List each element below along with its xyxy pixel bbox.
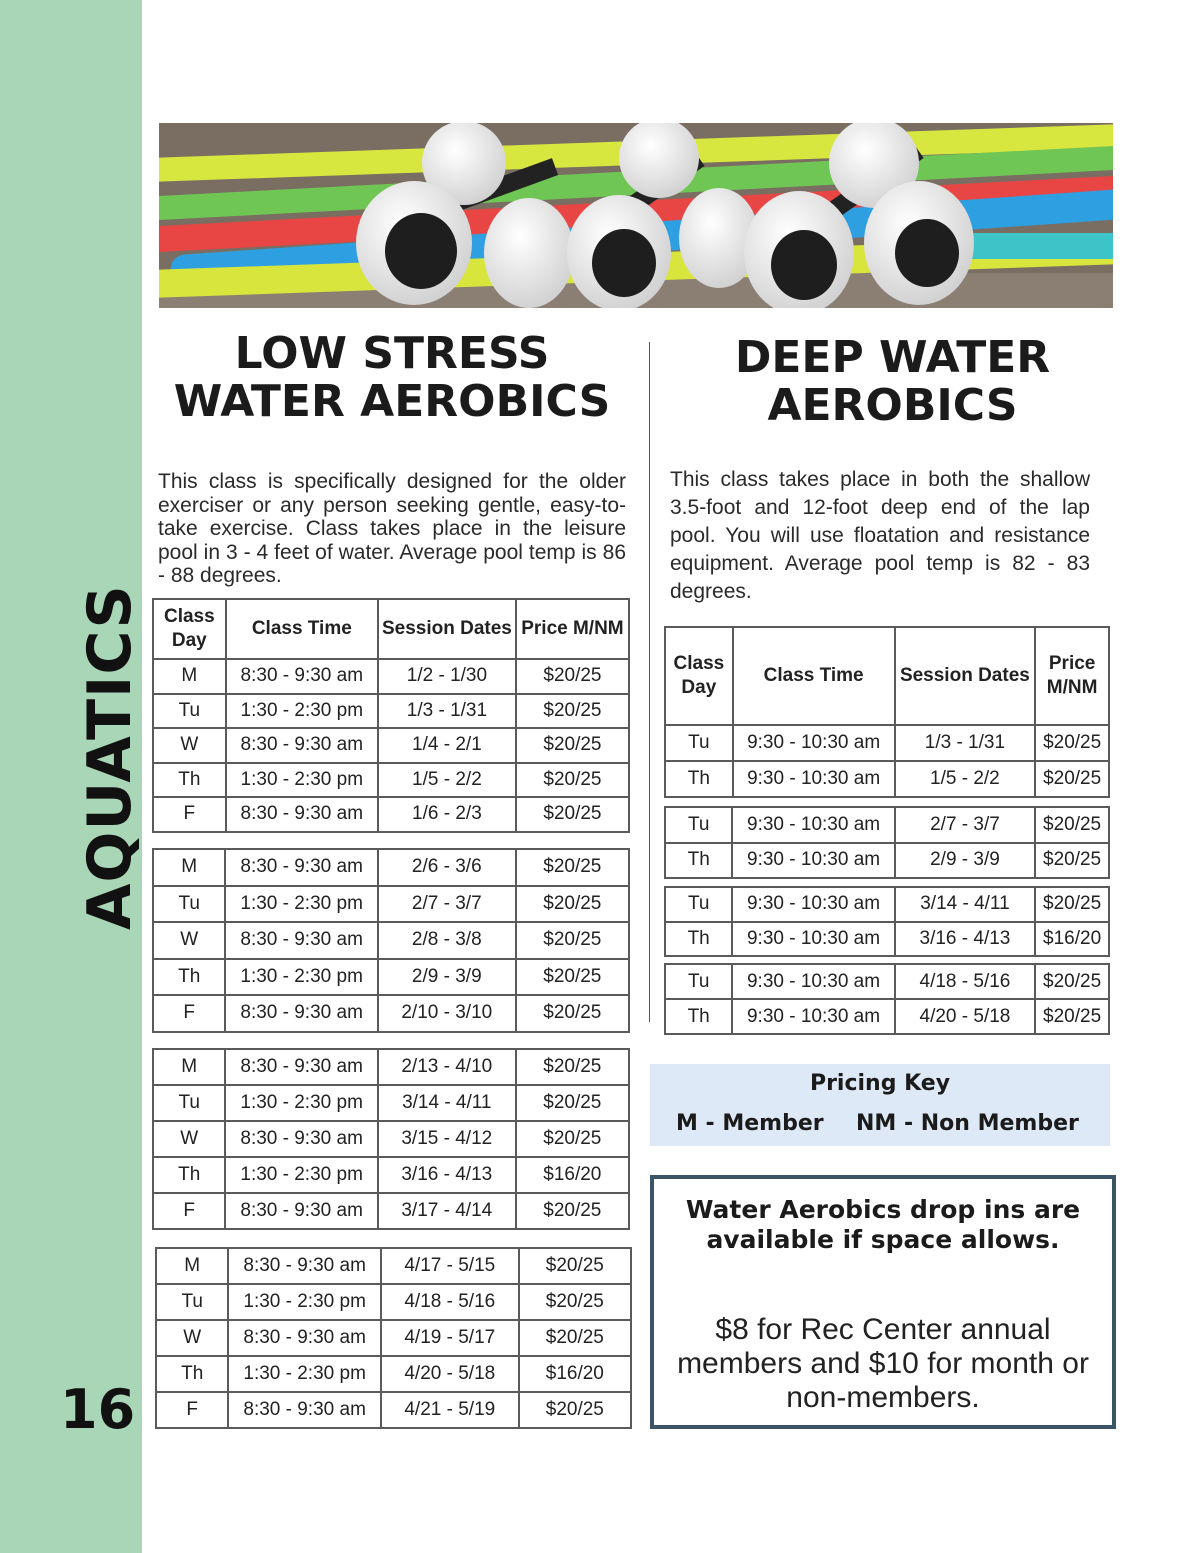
low-stress-title [152, 330, 632, 426]
cell-class-time: 8:30 - 9:30 am [225, 1049, 378, 1085]
table-row [153, 1193, 629, 1229]
cell-price: $20/25 [516, 728, 629, 763]
cell-price: $16/20 [519, 1356, 631, 1392]
cell-class-time: 9:30 - 10:30 am [732, 964, 894, 999]
table-row [665, 761, 1109, 797]
table-row [156, 1392, 631, 1428]
pricing-key [650, 1064, 1110, 1146]
header-price: Price M/NM [516, 599, 629, 659]
table-row [665, 922, 1109, 957]
cell-session-dates: 1/3 - 1/31 [895, 725, 1036, 761]
cell-session-dates: 3/16 - 4/13 [378, 1157, 516, 1193]
deep-water-table-february [664, 806, 1110, 879]
cell-class-time: 8:30 - 9:30 am [225, 995, 378, 1032]
cell-class-time: 8:30 - 9:30 am [226, 797, 378, 832]
cell-price: $20/25 [516, 1121, 629, 1157]
cell-session-dates: 3/14 - 4/11 [378, 1085, 516, 1121]
cell-class-day: W [153, 922, 225, 959]
cell-session-dates: 2/7 - 3/7 [895, 807, 1035, 843]
cell-class-day: M [153, 1049, 225, 1085]
table-row [153, 1121, 629, 1157]
cell-class-day: Tu [665, 964, 732, 999]
cell-class-day: Tu [665, 887, 732, 922]
cell-session-dates: 1/4 - 2/1 [378, 728, 516, 763]
cell-price: $20/25 [516, 922, 629, 959]
cell-class-day: Th [153, 1157, 225, 1193]
cell-session-dates: 1/5 - 2/2 [378, 763, 516, 798]
cell-class-day: Th [665, 843, 732, 879]
cell-class-day: Th [665, 999, 732, 1034]
cell-class-day: W [153, 1121, 225, 1157]
cell-class-day: F [153, 995, 225, 1032]
table-header-row [665, 627, 1109, 725]
table-row [665, 843, 1109, 879]
cell-price: $20/25 [516, 1049, 629, 1085]
table-row [153, 728, 629, 763]
table-header-row [153, 599, 629, 659]
cell-session-dates: 4/21 - 5/19 [381, 1392, 519, 1428]
table-row [153, 1085, 629, 1121]
drop-in-headline: Water Aerobics drop ins are available if space allows. [685, 1195, 1081, 1254]
cell-session-dates: 3/17 - 4/14 [378, 1193, 516, 1229]
cell-class-time: 9:30 - 10:30 am [732, 999, 894, 1034]
cell-price: $20/25 [1035, 761, 1109, 797]
cell-class-day: Tu [156, 1284, 228, 1320]
table-row [665, 807, 1109, 843]
cell-price: $20/25 [516, 694, 629, 729]
pricing-key-title: Pricing Key [809, 1071, 951, 1096]
cell-class-time: 9:30 - 10:30 am [732, 887, 894, 922]
low-stress-description: This class is specifically designed for the older exerciser or any person seeking gentle, easy-to-take exercise. Class takes place in the leisure pool in 3 - 4 feet of water. Average pool temp is 86 - 88 degrees. [158, 470, 626, 587]
cell-class-day: Th [665, 922, 732, 957]
cell-class-time: 8:30 - 9:30 am [228, 1320, 381, 1356]
cell-session-dates: 4/19 - 5/17 [381, 1320, 519, 1356]
cell-price: $16/20 [1035, 922, 1109, 957]
cell-session-dates: 3/16 - 4/13 [895, 922, 1036, 957]
cell-session-dates: 2/7 - 3/7 [378, 886, 516, 923]
table-row [153, 849, 629, 886]
cell-class-time: 9:30 - 10:30 am [732, 843, 894, 879]
low-stress-table-april [155, 1247, 632, 1429]
table-row [156, 1320, 631, 1356]
table-row [156, 1356, 631, 1392]
deep-water-description: This class takes place in both the shallow 3.5-foot and 12-foot deep end of the lap pool. You will use floatation and resistance equipment. Average pool temp is 82 - 83 degrees. [670, 468, 1090, 603]
table-row [665, 887, 1109, 922]
header-class-time: Class Time [733, 627, 895, 725]
drop-in-details: $8 for Rec Center annual members and $10 for month or non-members. [677, 1313, 1089, 1414]
cell-session-dates: 3/15 - 4/12 [378, 1121, 516, 1157]
pricing-key-non-member: NM - Non Member [856, 1111, 1079, 1136]
cell-price: $20/25 [1035, 807, 1109, 843]
header-price: Price M/NM [1035, 627, 1109, 725]
table-row [665, 725, 1109, 761]
cell-class-day: F [153, 1193, 225, 1229]
hero-photo [159, 123, 1113, 308]
cell-class-time: 9:30 - 10:30 am [733, 725, 895, 761]
cell-class-day: Th [153, 959, 225, 996]
cell-price: $20/25 [516, 797, 629, 832]
section-label: AQUATICS [75, 584, 145, 930]
cell-price: $20/25 [516, 1193, 629, 1229]
cell-class-time: 1:30 - 2:30 pm [225, 1157, 378, 1193]
cell-class-day: M [153, 659, 226, 694]
cell-session-dates: 2/10 - 3/10 [378, 995, 516, 1032]
table-row [153, 995, 629, 1032]
table-row [665, 999, 1109, 1034]
cell-class-time: 9:30 - 10:30 am [732, 807, 894, 843]
cell-price: $20/25 [516, 763, 629, 798]
table-row [156, 1284, 631, 1320]
cell-class-day: F [156, 1392, 228, 1428]
cell-class-day: Tu [665, 725, 733, 761]
low-stress-table-january [152, 598, 630, 833]
cell-class-time: 8:30 - 9:30 am [225, 849, 378, 886]
cell-class-day: W [156, 1320, 228, 1356]
cell-session-dates: 1/5 - 2/2 [895, 761, 1036, 797]
header-class-day: Class Day [153, 599, 226, 659]
table-row [153, 797, 629, 832]
cell-session-dates: 2/9 - 3/9 [895, 843, 1035, 879]
cell-price: $20/25 [516, 959, 629, 996]
cell-class-time: 8:30 - 9:30 am [228, 1248, 381, 1284]
cell-class-time: 1:30 - 2:30 pm [228, 1356, 381, 1392]
cell-session-dates: 1/3 - 1/31 [378, 694, 516, 729]
cell-price: $20/25 [1035, 843, 1109, 879]
cell-price: $20/25 [516, 995, 629, 1032]
header-session-dates: Session Dates [378, 599, 516, 659]
cell-price: $20/25 [516, 1085, 629, 1121]
cell-class-time: 9:30 - 10:30 am [733, 761, 895, 797]
table-row [153, 959, 629, 996]
cell-class-day: Th [665, 761, 733, 797]
cell-class-day: W [153, 728, 226, 763]
header-class-day: Class Day [665, 627, 733, 725]
table-row [156, 1248, 631, 1284]
cell-session-dates: 4/20 - 5/18 [381, 1356, 519, 1392]
low-stress-table-february [152, 848, 630, 1033]
pool-noodles-and-dumbbells-illustration [159, 123, 1113, 308]
deep-water-table-april [664, 963, 1110, 1035]
cell-class-day: F [153, 797, 226, 832]
page-number: 16 [60, 1378, 136, 1441]
cell-session-dates: 2/9 - 3/9 [378, 959, 516, 996]
cell-class-day: Tu [153, 886, 225, 923]
cell-class-time: 8:30 - 9:30 am [225, 922, 378, 959]
cell-class-day: M [153, 849, 225, 886]
low-stress-title-line2: WATER AEROBICS [173, 376, 611, 427]
cell-class-day: Tu [153, 694, 226, 729]
cell-class-day: M [156, 1248, 228, 1284]
cell-price: $20/25 [1035, 725, 1109, 761]
cell-price: $20/25 [519, 1392, 631, 1428]
cell-class-time: 8:30 - 9:30 am [226, 728, 378, 763]
cell-class-day: Tu [153, 1085, 225, 1121]
low-stress-title-line1: LOW STRESS [234, 328, 550, 379]
cell-session-dates: 2/8 - 3/8 [378, 922, 516, 959]
cell-price: $16/20 [516, 1157, 629, 1193]
cell-class-time: 1:30 - 2:30 pm [226, 694, 378, 729]
header-session-dates: Session Dates [895, 627, 1036, 725]
cell-class-day: Th [156, 1356, 228, 1392]
cell-class-time: 9:30 - 10:30 am [732, 922, 894, 957]
cell-class-time: 1:30 - 2:30 pm [225, 959, 378, 996]
cell-price: $20/25 [516, 849, 629, 886]
drop-in-box [650, 1175, 1116, 1429]
deep-water-title [660, 334, 1125, 430]
deep-water-table-march [664, 886, 1110, 957]
deep-water-title-line2: AEROBICS [767, 380, 1018, 431]
cell-class-time: 1:30 - 2:30 pm [228, 1284, 381, 1320]
cell-class-day: Th [153, 763, 226, 798]
cell-price: $20/25 [516, 886, 629, 923]
cell-session-dates: 4/18 - 5/16 [381, 1284, 519, 1320]
table-row [665, 964, 1109, 999]
cell-session-dates: 4/18 - 5/16 [895, 964, 1036, 999]
table-row [153, 763, 629, 798]
cell-price: $20/25 [519, 1320, 631, 1356]
column-divider [649, 342, 650, 1022]
cell-class-time: 8:30 - 9:30 am [225, 1121, 378, 1157]
cell-class-time: 1:30 - 2:30 pm [225, 886, 378, 923]
cell-price: $20/25 [1035, 887, 1109, 922]
cell-price: $20/25 [1035, 999, 1109, 1034]
cell-class-time: 8:30 - 9:30 am [226, 659, 378, 694]
header-class-time: Class Time [226, 599, 378, 659]
cell-session-dates: 1/2 - 1/30 [378, 659, 516, 694]
table-row [153, 659, 629, 694]
table-row [153, 922, 629, 959]
cell-session-dates: 2/6 - 3/6 [378, 849, 516, 886]
cell-class-time: 8:30 - 9:30 am [228, 1392, 381, 1428]
cell-session-dates: 2/13 - 4/10 [378, 1049, 516, 1085]
table-row [153, 1049, 629, 1085]
cell-price: $20/25 [519, 1284, 631, 1320]
cell-price: $20/25 [519, 1248, 631, 1284]
cell-class-time: 8:30 - 9:30 am [225, 1193, 378, 1229]
cell-session-dates: 4/17 - 5/15 [381, 1248, 519, 1284]
cell-class-day: Tu [665, 807, 732, 843]
cell-session-dates: 3/14 - 4/11 [895, 887, 1036, 922]
cell-session-dates: 4/20 - 5/18 [895, 999, 1036, 1034]
deep-water-title-line1: DEEP WATER [734, 332, 1051, 383]
cell-session-dates: 1/6 - 2/3 [378, 797, 516, 832]
table-row [153, 1157, 629, 1193]
low-stress-table-march [152, 1048, 630, 1230]
table-row [153, 886, 629, 923]
cell-price: $20/25 [516, 659, 629, 694]
table-row [153, 694, 629, 729]
deep-water-table-january [664, 626, 1110, 798]
pricing-key-member: M - Member [676, 1111, 824, 1136]
cell-class-time: 1:30 - 2:30 pm [226, 763, 378, 798]
cell-price: $20/25 [1035, 964, 1109, 999]
cell-class-time: 1:30 - 2:30 pm [225, 1085, 378, 1121]
